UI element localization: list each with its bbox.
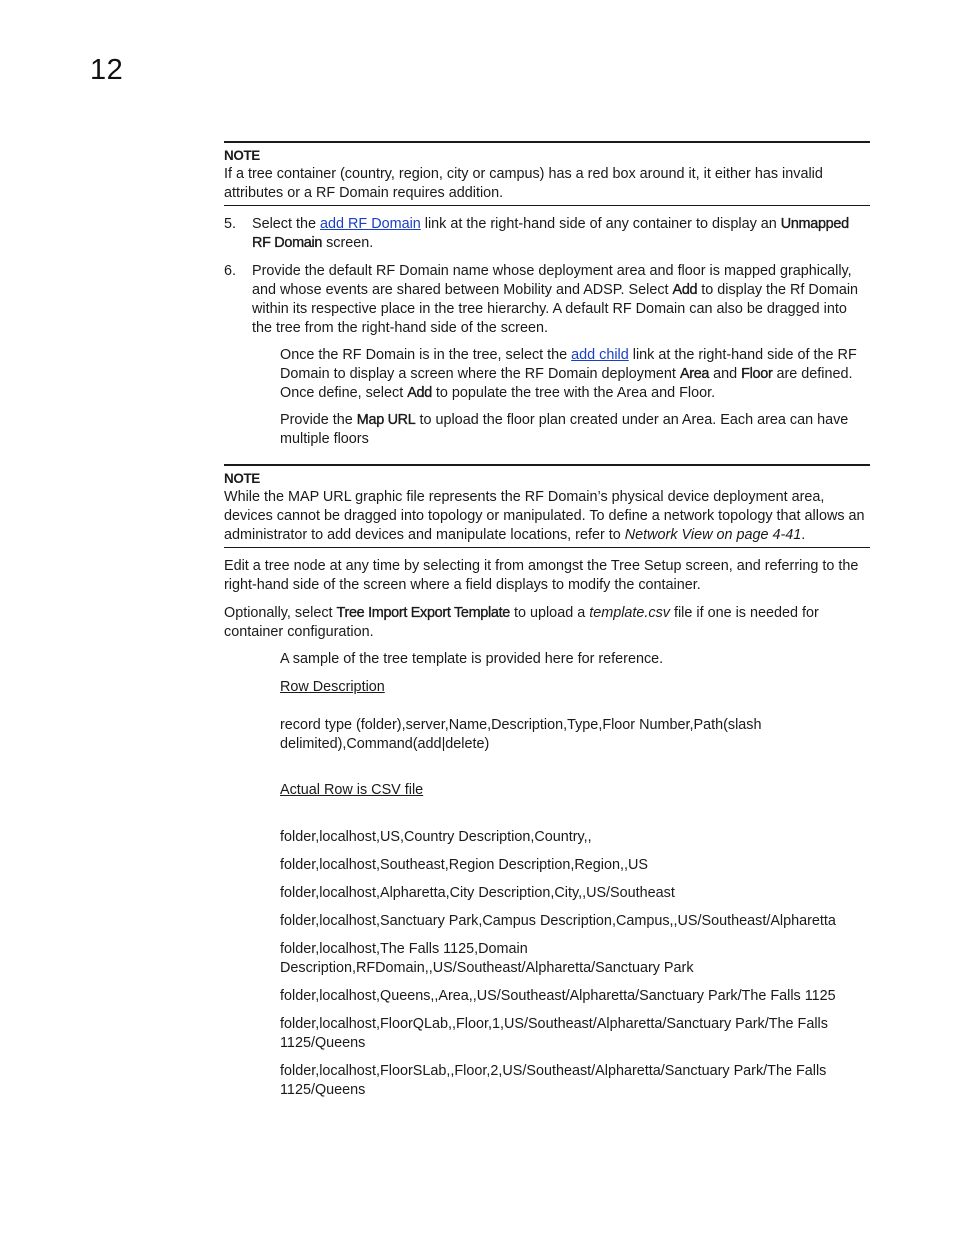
ui-term: Map URL <box>356 412 416 428</box>
text-run: . <box>801 527 806 543</box>
text-run: link at the right-hand side of any container to display an <box>420 216 781 232</box>
text-run: to display the Rf Domain within its respective place in the tree hierarchy. A default RF Domain can also be dragged into the tree from the right-hand side of the screen. <box>252 282 859 336</box>
csv-row: folder,localhost,Southeast,Region Description,Region,,US <box>280 857 648 873</box>
text-run: Select the <box>252 216 320 232</box>
ui-term: Add <box>407 385 432 401</box>
map-url-paragraph <box>280 411 870 449</box>
ui-term: Unmapped RF Domain <box>252 216 849 251</box>
text-run: to upload the floor plan created under an Area. Each area can have multiple floors <box>280 412 849 447</box>
row-description-heading: Row Description <box>280 679 385 695</box>
csv-row: folder,localhost,Queens,,Area,,US/Southeast/Alpharetta/Sanctuary Park/The Falls 1125 <box>280 988 836 1004</box>
text-run: to populate the tree with the Area and Floor. <box>431 385 716 401</box>
add-child-link[interactable]: add child <box>571 347 629 363</box>
note-label: NOTE <box>224 148 260 163</box>
csv-row: folder,localhost,Alpharetta,City Description,City,,US/Southeast <box>280 885 675 901</box>
csv-row: folder,localhost,US,Country Description,Country,, <box>280 829 592 845</box>
add-child-paragraph <box>280 346 870 403</box>
csv-row: folder,localhost,The Falls 1125,Domain Description,RFDomain,,US/Southeast/Alpharetta/Sanctuary Park <box>280 941 694 976</box>
csv-row: folder,localhost,FloorQLab,,Floor,1,US/Southeast/Alpharetta/Sanctuary Park/The Falls 1125/Queens <box>280 1016 828 1051</box>
step-number: 5. <box>224 216 237 232</box>
text-run: are defined. Once define, select <box>280 366 853 401</box>
note-text: If a tree container (country, region, city or campus) has a red box around it, it either has invalid attributes or a RF Domain requires addition. <box>224 166 823 201</box>
text-run: Provide the default RF Domain name whose deployment area and floor is mapped graphically, and whose events are shared between Mobility and ADSP. Select <box>252 263 852 298</box>
sample-intro: A sample of the tree template is provided here for reference. <box>280 651 664 667</box>
step-number: 6. <box>224 263 237 279</box>
text-run: and <box>709 366 742 382</box>
import-template-paragraph <box>224 604 870 642</box>
chapter-number: 12 <box>90 54 124 86</box>
step-text <box>252 215 870 253</box>
text-run: Optionally, select <box>224 605 337 621</box>
csv-row: folder,localhost,Sanctuary Park,Campus Description,Campus,,US/Southeast/Alpharetta <box>280 913 836 929</box>
step-text <box>252 262 870 338</box>
text-run: screen. <box>322 235 374 251</box>
note-text <box>224 488 870 545</box>
step-6 <box>224 262 870 338</box>
ui-term: Add <box>672 282 698 298</box>
text-run: file if one is needed for container configuration. <box>224 605 819 640</box>
note-box <box>224 464 870 548</box>
text-run: While the MAP URL graphic file represents the RF Domain’s physical device deployment area, devices cannot be dragged into topology or manipulated. To define a network topology that allows an administrator to add devices and manipulate locations, refer to <box>224 489 865 543</box>
ui-term: Area <box>679 366 710 382</box>
csv-row: folder,localhost,FloorSLab,,Floor,2,US/Southeast/Alpharetta/Sanctuary Park/The Falls 1125/Queens <box>280 1063 827 1098</box>
text-run: link at the right-hand side of the RF Domain to display a screen where the RF Domain deployment <box>280 347 857 382</box>
text-run: to upload a <box>509 605 590 621</box>
add-rf-domain-link[interactable]: add RF Domain <box>320 216 421 232</box>
text-run: Once the RF Domain is in the tree, select the <box>280 347 572 363</box>
text-run: Provide the <box>280 412 357 428</box>
note-box <box>224 141 870 206</box>
cross-reference: Network View on page 4-41 <box>624 527 802 543</box>
file-name: template.csv <box>589 605 670 621</box>
actual-row-heading: Actual Row is CSV file <box>280 782 424 798</box>
row-description-text: record type (folder),server,Name,Description,Type,Floor Number,Path(slash delimited),Command(add|delete) <box>280 717 762 752</box>
note-label: NOTE <box>224 471 260 486</box>
ui-term: Floor <box>741 366 773 382</box>
step-5 <box>224 215 870 253</box>
ui-term: Tree Import Export Template <box>336 605 510 621</box>
edit-node-paragraph: Edit a tree node at any time by selecting it from amongst the Tree Setup screen, and referring to the right-hand side of the screen where a field displays to modify the container. <box>224 558 859 593</box>
